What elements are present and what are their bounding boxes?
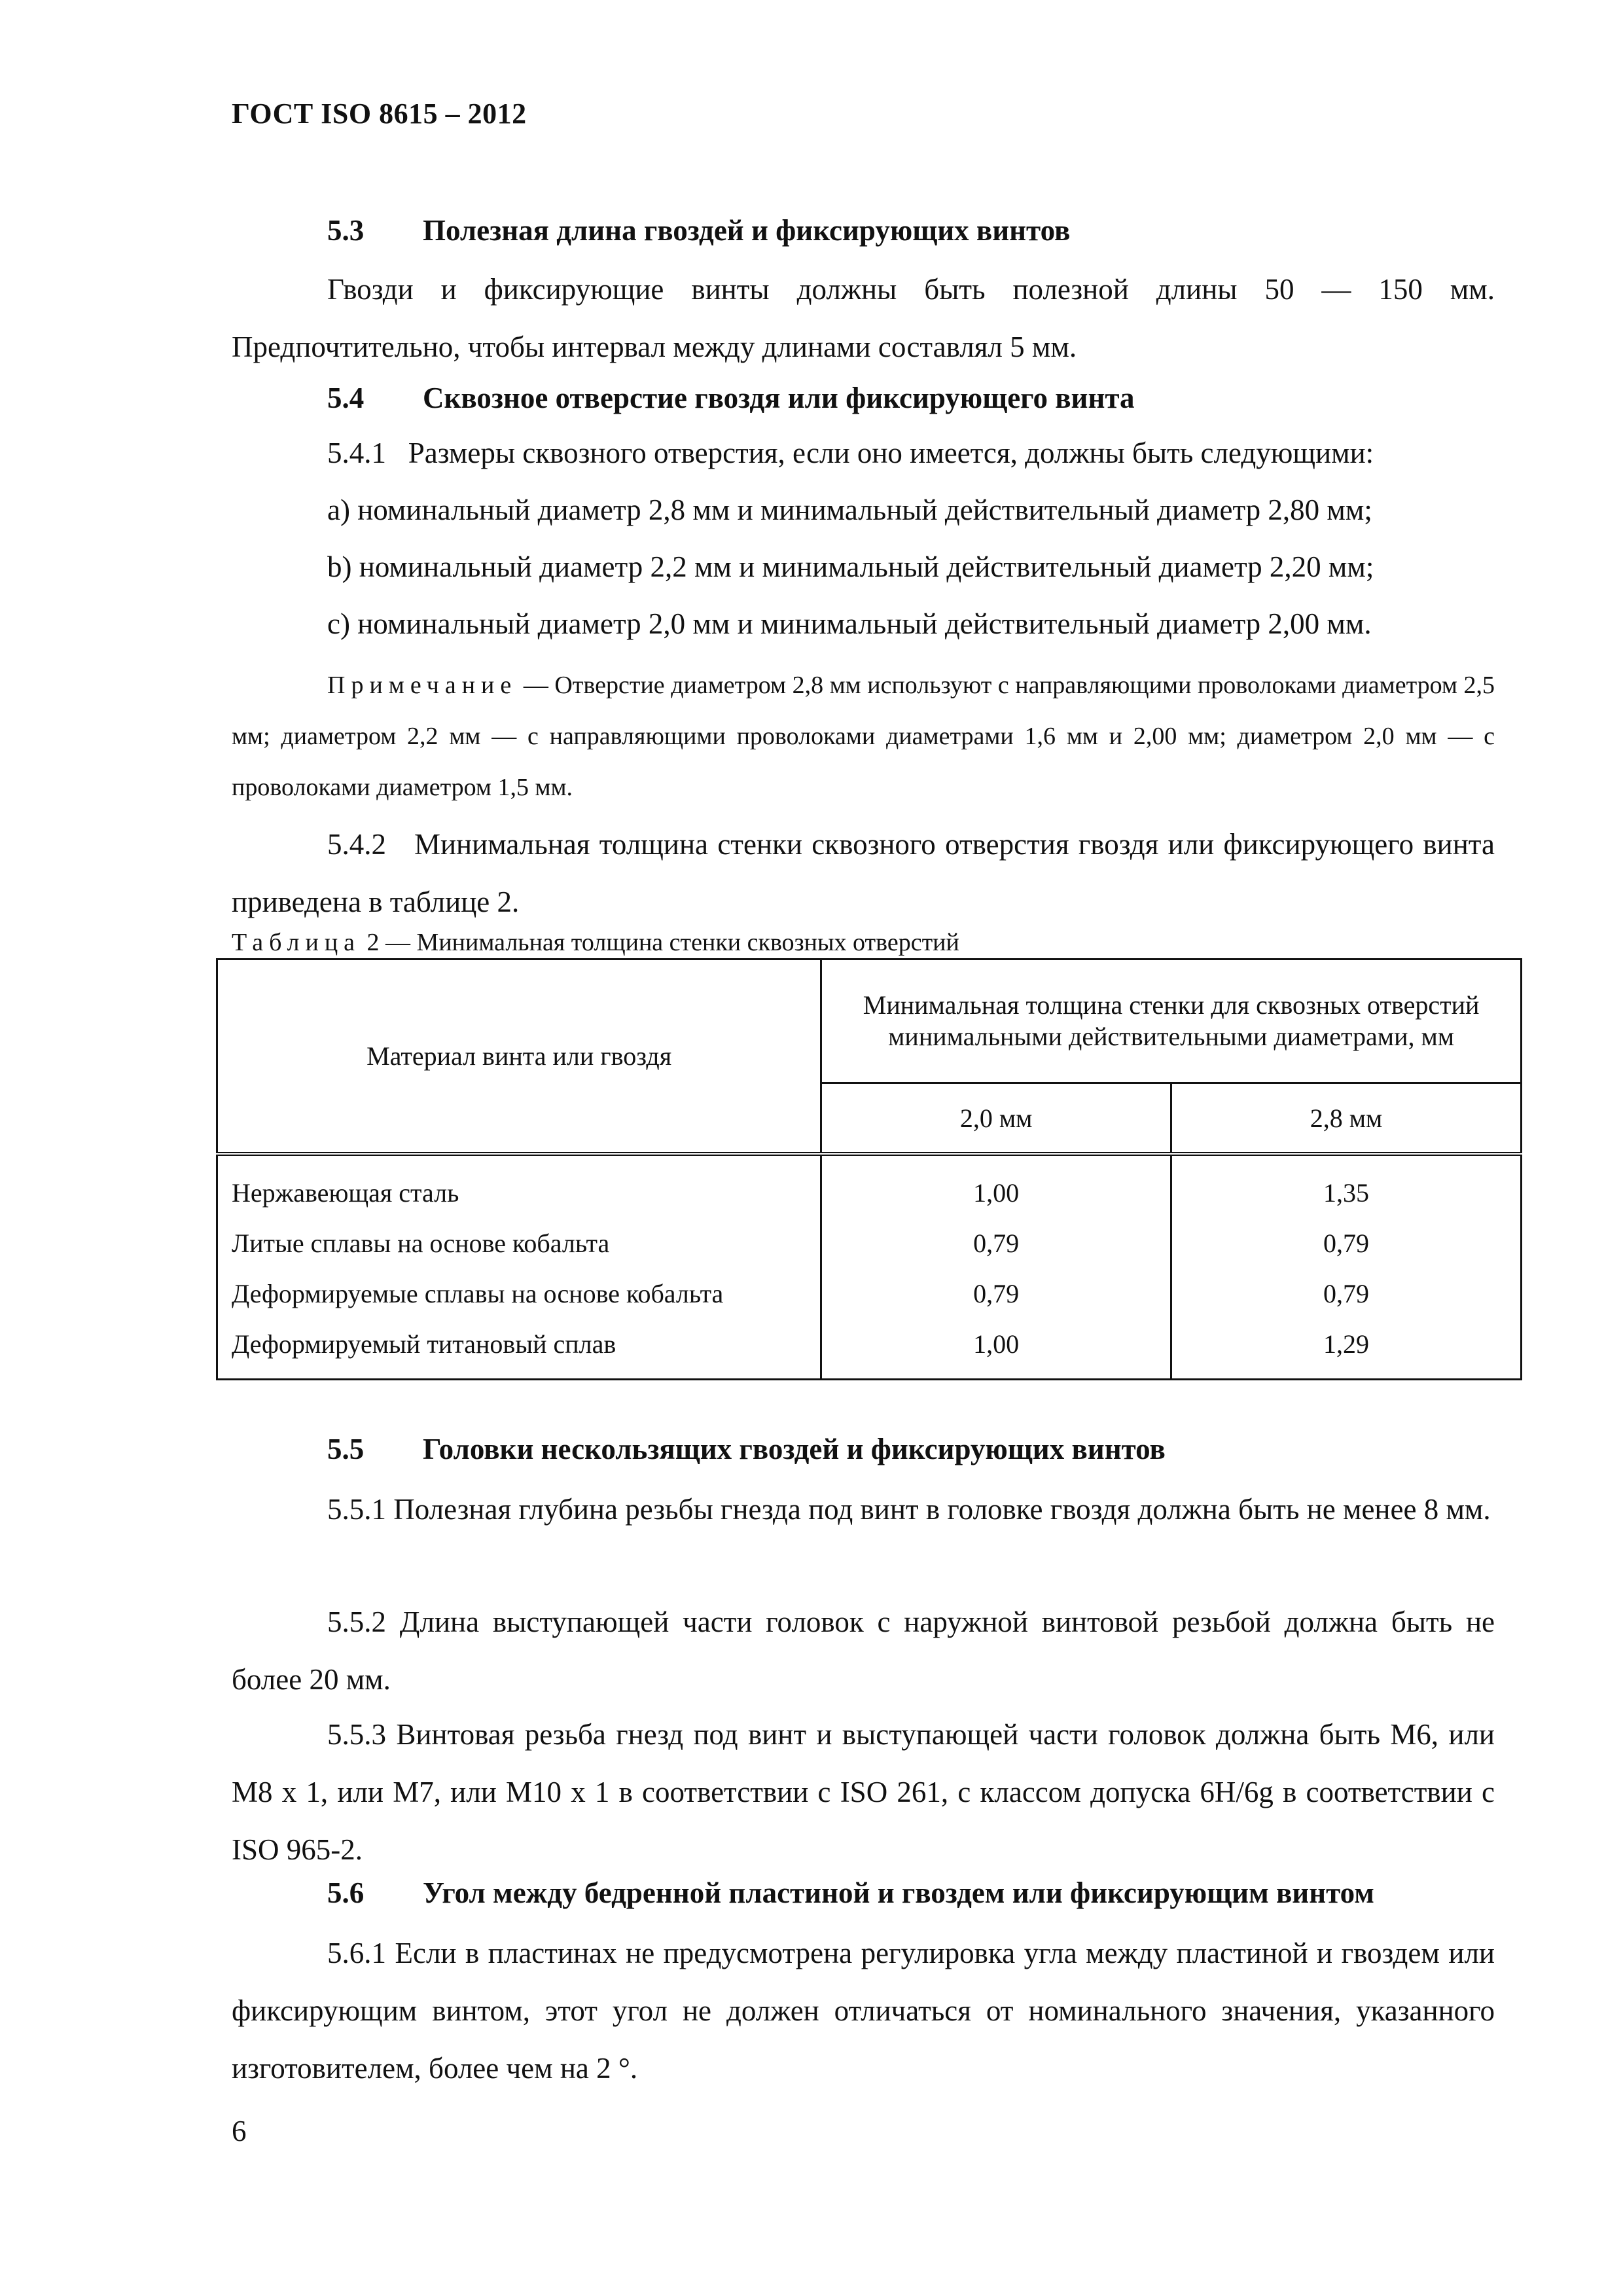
table-caption-text: 2 — Минимальная толщина стенки сквозных отверстий bbox=[366, 929, 959, 956]
material-cell: Деформируемые сплавы на основе кобальта bbox=[232, 1279, 724, 1308]
section-title: Полезная длина гвоздей и фиксирующих винтов bbox=[423, 214, 1071, 247]
material-cell: Литые сплавы на основе кобальта bbox=[232, 1229, 610, 1258]
table-caption bbox=[232, 928, 959, 957]
material-column bbox=[217, 1154, 821, 1380]
page-number: 6 bbox=[232, 2115, 247, 2147]
table-caption-label: Таблица bbox=[232, 929, 361, 956]
value-cell: 1,00 bbox=[973, 1178, 1020, 1208]
clause-5-5-1: 5.5.1 Полезная глубина резьбы гнезда под винт в головке гвоздя должна быть не менее 8 мм. bbox=[327, 1493, 1491, 1526]
section-title: Сквозное отверстие гвоздя или фиксирующего винта bbox=[423, 382, 1135, 414]
value-cell: 0,79 bbox=[973, 1279, 1020, 1308]
section-5-6-heading bbox=[327, 1876, 1374, 1910]
section-5-3-text: Гвозди и фиксирующие винты должны быть полезной длины 50 — 150 мм. Предпочтительно, чтобы интервал между длинами составлял 5 мм. bbox=[232, 273, 1495, 363]
value-cell: 0,79 bbox=[1323, 1229, 1370, 1258]
value-cell: 0,79 bbox=[973, 1229, 1020, 1258]
value-cell: 0,79 bbox=[1323, 1279, 1370, 1308]
value-cell: 1,35 bbox=[1323, 1178, 1370, 1208]
material-cell: Нержавеющая сталь bbox=[232, 1178, 459, 1208]
list-item-b: b) номинальный диаметр 2,2 мм и минимальный действительный диаметр 2,20 мм; bbox=[327, 550, 1374, 583]
value-cell: 1,29 bbox=[1323, 1329, 1370, 1359]
column-header-2-8: 2,8 мм bbox=[1171, 1083, 1522, 1155]
note bbox=[232, 660, 1495, 813]
section-number: 5.6 bbox=[327, 1876, 365, 1909]
section-number: 5.4 bbox=[327, 382, 365, 414]
value-column-2-0 bbox=[821, 1154, 1171, 1380]
column-header-wall-thickness: Минимальная толщина стенки для сквозных отверстий минимальными действительными диаметрами, мм bbox=[821, 960, 1522, 1083]
value-column-2-8 bbox=[1171, 1154, 1522, 1380]
section-5-5-heading bbox=[327, 1432, 1166, 1466]
section-number: 5.5 bbox=[327, 1433, 365, 1465]
value-cell: 1,00 bbox=[973, 1329, 1020, 1359]
section-title: Головки нескользящих гвоздей и фиксирующих винтов bbox=[423, 1433, 1166, 1465]
clause-5-6-1: 5.6.1 Если в пластинах не предусмотрена регулировка угла между пластиной и гвоздем или фиксирующим винтом, этот угол не должен отличаться от номинального значения, указанного изготовителем, более чем на 2 °. bbox=[232, 1937, 1495, 2085]
list-item-a: a) номинальный диаметр 2,8 мм и минимальный действительный диаметр 2,80 мм; bbox=[327, 493, 1372, 526]
document-id: ГОСТ ISO 8615 – 2012 bbox=[232, 98, 527, 130]
table-2 bbox=[216, 958, 1522, 1380]
column-header-material: Материал винта или гвоздя bbox=[217, 960, 821, 1155]
section-title: Угол между бедренной пластиной и гвоздем или фиксирующим винтом bbox=[423, 1876, 1374, 1909]
clause-5-4-1: 5.4.1 Размеры сквозного отверстия, если оно имеется, должны быть следующими: bbox=[327, 437, 1374, 469]
section-5-4-heading bbox=[327, 381, 1135, 415]
note-text: — Отверстие диаметром 2,8 мм используют с направляющими проволоками диаметром 2,5 мм; диаметром 2,2 мм — с направляющими проволоками диаметрами 1,6 мм и 2,00 мм; диаметром 2,0 мм — с проволоками диаметром 1,5 мм. bbox=[232, 672, 1495, 801]
material-cell: Деформируемый титановый сплав bbox=[232, 1329, 616, 1359]
note-label: Примечание bbox=[327, 672, 518, 699]
column-header-2-0: 2,0 мм bbox=[821, 1083, 1171, 1155]
clause-5-5-2: 5.5.2 Длина выступающей части головок с наружной винтовой резьбой должна быть не более 20 мм. bbox=[232, 1605, 1495, 1696]
section-number: 5.3 bbox=[327, 214, 365, 247]
list-item-c: c) номинальный диаметр 2,0 мм и минимальный действительный диаметр 2,00 мм. bbox=[327, 607, 1372, 640]
clause-5-4-2: 5.4.2 Минимальная толщина стенки сквозного отверстия гвоздя или фиксирующего винта приведена в таблице 2. bbox=[232, 828, 1503, 918]
section-5-3-heading bbox=[327, 213, 1070, 247]
clause-5-5-3: 5.5.3 Винтовая резьба гнезд под винт и выступающей части головок должна быть М6, или М8 х 1, или М7, или М10 х 1 в соответствии с ISO 261, с классом допуска 6H/6g в соответствии с ISO 965-2. bbox=[232, 1718, 1495, 1866]
